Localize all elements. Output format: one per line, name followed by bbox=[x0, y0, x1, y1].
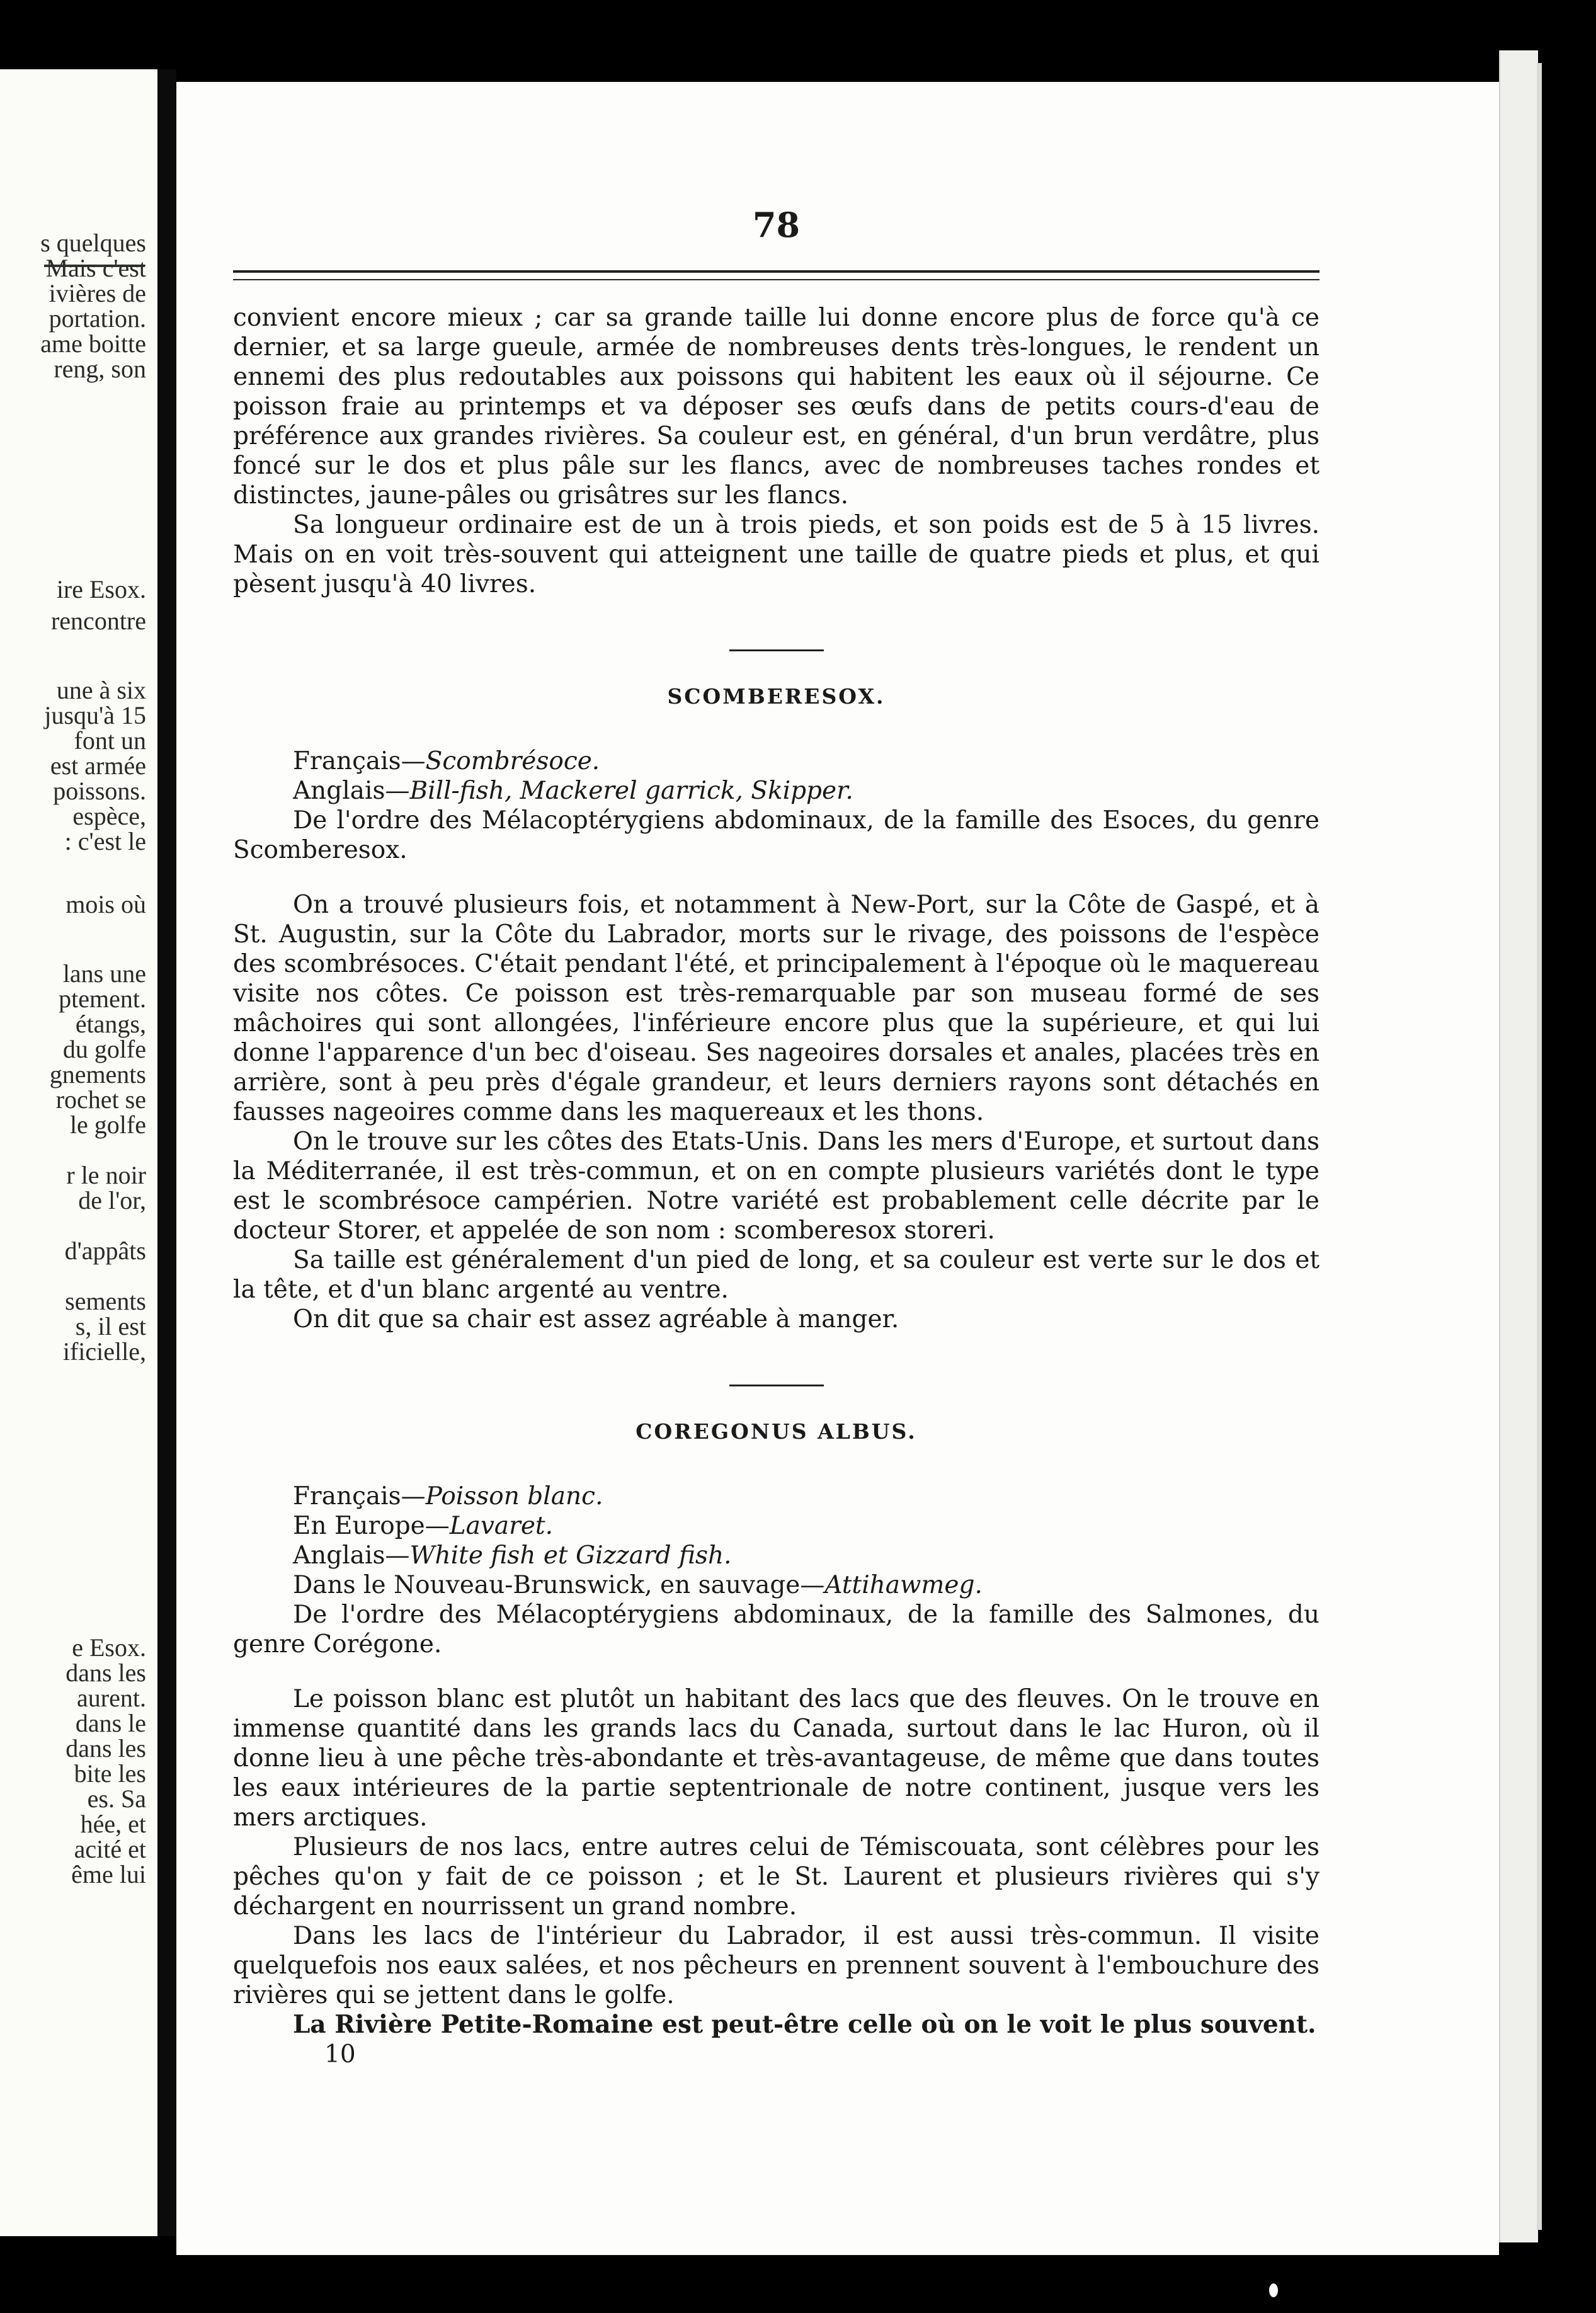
spacer bbox=[233, 865, 1320, 890]
left-page-line: dans le bbox=[75, 1709, 146, 1737]
name-label: Dans le Nouveau-Brunswick, en sauvage— bbox=[293, 1571, 825, 1599]
name-value: Poisson blanc. bbox=[425, 1482, 603, 1511]
name-line-sauvage bbox=[293, 1570, 1320, 1600]
left-page-line: aurent. bbox=[77, 1684, 146, 1712]
left-page-line: est armée bbox=[50, 751, 146, 780]
name-value: Attihawmeg. bbox=[824, 1571, 983, 1599]
section-divider bbox=[729, 649, 824, 651]
scomberesox-paragraph-1: On a trouvé plusieurs fois, et notamment à New-Port, sur la Côte de Gaspé, et à St. Augustin, sur la Côte du Labrador, morts sur le rivage, des poissons de l'espèce des scombrésoces. C'était pendant l'été, et principalement à l'époque où le maquereau visite nos côtes. Ce poisson est très-remarquable par son museau formé de ses mâchoires qui sont allongées, l'inférieure encore plus que la supérieure, et qui lui donne l'apparence d'un bec d'oiseau. Ses nageoires dorsales et anales, placées très en arrière, sont à peu près d'égale grandeur, et leurs derniers rayons sont détachés en fausses nageoires comme dans les maquereaux et les thons. bbox=[233, 891, 1320, 1126]
name-line-francais bbox=[293, 1482, 1320, 1511]
order-line: De l'ordre des Mélacoptérygiens abdominaux, de la famille des Salmones, du genre Corégone. bbox=[233, 1601, 1320, 1659]
scomberesox-paragraph-4: On dit que sa chair est assez agréable à manger. bbox=[293, 1305, 899, 1334]
left-page-line: es. Sa bbox=[87, 1785, 146, 1813]
intro-paragraph-1: convient encore mieux ; car sa grande taille lui donne encore plus de force qu'à ce dernier, et sa large gueule, armée de nombreuses dents très-longues, le rendent un ennemi des plus redoutables aux poissons qui habitent les eaux où il séjourne. Ce poisson fraie au printemps et va déposer ses œufs dans de petits cours-d'eau de préférence aux grandes rivières. Sa couleur est, en général, d'un brun verdâtre, plus foncé sur le dos et plus pâle sur les flancs, avec de nombreuses taches rondes et distinctes, jaune-pâles ou grisâtres sur les flancs. bbox=[233, 304, 1320, 510]
name-label: Anglais— bbox=[293, 777, 410, 805]
coregonus-paragraph-3: Dans les lacs de l'intérieur du Labrador, il est aussi très-commun. Il visite quelquefois nos eaux salées, et nos pêcheurs en prennent souvent à l'embouchure des rivières qui se jettent dans le golfe. bbox=[233, 1922, 1320, 2009]
left-page-line: Mais c'est bbox=[45, 254, 146, 282]
left-page-line: gnements bbox=[49, 1060, 146, 1088]
name-value: Bill-fish, Mackerel garrick, Skipper. bbox=[409, 777, 853, 805]
left-page-line: lans une bbox=[62, 959, 146, 988]
coregonus-paragraph-4: La Rivière Petite-Romaine est peut-être celle où on le voit le plus souvent. bbox=[293, 2010, 1316, 2039]
left-page-line: ême lui bbox=[71, 1860, 146, 1888]
left-page-line: reng, son bbox=[54, 355, 146, 383]
name-line-europe bbox=[293, 1511, 1320, 1541]
left-page-line: d'appâts bbox=[64, 1236, 146, 1265]
name-label: Anglais— bbox=[293, 1541, 410, 1570]
left-page-line: une à six bbox=[56, 676, 146, 704]
section-title-coregonus: COREGONUS ALBUS. bbox=[636, 1419, 917, 1444]
left-page-line: dans les bbox=[66, 1734, 146, 1762]
name-label: Français— bbox=[293, 747, 426, 775]
left-page-fragment bbox=[0, 69, 157, 2236]
name-value: Scombrésoce. bbox=[425, 747, 600, 775]
scomberesox-paragraph-2: On le trouve sur les côtes des Etats-Unis. Dans les mers d'Europe, et surtout dans la Méditerranée, il est très-commun, et on en compte plusieurs variétés dont le type est le scombrésoce campérien. Notre variété est probablement celle décrite par le docteur Storer, et appelée de son nom : scomberesox storeri. bbox=[233, 1128, 1320, 1245]
name-value: White fish et Gizzard fish. bbox=[409, 1541, 732, 1570]
main-page bbox=[176, 82, 1499, 2255]
section-divider bbox=[729, 1385, 824, 1386]
left-page-line: e Esox. bbox=[72, 1633, 146, 1662]
spacer bbox=[233, 1659, 1320, 1684]
left-page-line: ificielle, bbox=[62, 1337, 146, 1366]
left-page-line: r le noir bbox=[66, 1161, 146, 1189]
left-page-line: espèce, bbox=[72, 802, 146, 830]
left-page-line: s quelques bbox=[40, 229, 146, 257]
left-page-line: dans les bbox=[66, 1659, 146, 1687]
left-page-line: rochet se bbox=[55, 1085, 146, 1114]
scan-speck bbox=[1269, 2283, 1278, 2297]
signature-mark: 10 bbox=[324, 2040, 356, 2069]
left-page-line: le golfe bbox=[69, 1111, 146, 1139]
left-page-line: : c'est le bbox=[64, 827, 146, 855]
left-page-line: ire Esox. bbox=[56, 575, 146, 603]
left-page-line: sements bbox=[65, 1287, 146, 1315]
name-label: En Europe— bbox=[293, 1512, 450, 1540]
page-content bbox=[233, 205, 1320, 2069]
left-page-line: poissons. bbox=[53, 777, 146, 805]
header-rule bbox=[233, 270, 1320, 280]
name-line-anglais bbox=[293, 776, 1320, 806]
left-page-line: hée, et bbox=[80, 1810, 146, 1838]
left-page-line: acité et bbox=[74, 1835, 146, 1863]
left-page-line: ame boitte bbox=[40, 329, 146, 358]
left-page-line: rencontre bbox=[50, 607, 146, 635]
order-line: De l'ordre des Mélacoptérygiens abdominaux, de la famille des Esoces, du genre Scomberesox. bbox=[233, 806, 1320, 864]
left-page-line: bite les bbox=[74, 1759, 146, 1788]
scomberesox-paragraph-3: Sa taille est généralement d'un pied de long, et sa couleur est verte sur le dos et la tête, et d'un blanc argenté au ventre. bbox=[233, 1246, 1320, 1304]
left-page-line: du golfe bbox=[62, 1035, 146, 1063]
name-label: Français— bbox=[293, 1482, 426, 1511]
left-page-line: jusqu'à 15 bbox=[44, 701, 146, 729]
left-page-line: font un bbox=[74, 726, 146, 755]
left-page-line: ivières de bbox=[48, 279, 146, 307]
name-line-francais bbox=[293, 746, 1320, 776]
name-line-anglais bbox=[293, 1541, 1320, 1570]
intro-paragraph-2: Sa longueur ordinaire est de un à trois pieds, et son poids est de 5 à 15 livres. Mais on en voit très-souvent qui atteignent une taille de quatre pieds et plus, et qui pèsent jusqu'à 40 livres. bbox=[233, 511, 1320, 598]
left-page-line: portation. bbox=[48, 304, 146, 333]
page-number: 78 bbox=[752, 205, 801, 245]
name-value: Lavaret. bbox=[449, 1512, 553, 1540]
left-page-line: s, il est bbox=[75, 1312, 146, 1340]
page-edge-shadow bbox=[1537, 63, 1542, 2230]
book-gutter bbox=[157, 69, 176, 2236]
page-edge bbox=[1499, 50, 1538, 2242]
coregonus-paragraph-2: Plusieurs de nos lacs, entre autres celui de Témiscouata, sont célèbres pour les pêches qu'on y fait de ce poisson ; et le St. Laurent et plusieurs rivières qui s'y déchargent en nourrissent un grand nombre. bbox=[233, 1833, 1320, 1921]
section-title-scomberesox: SCOMBERESOX. bbox=[667, 684, 886, 709]
coregonus-paragraph-1: Le poisson blanc est plutôt un habitant des lacs que des fleuves. On le trouve en immense quantité dans les grands lacs du Canada, surtout dans le lac Huron, où il donne lieu à une pêche très-abondante et très-avantageuse, de même que dans toutes les eaux intérieures de la partie septentrionale de notre continent, jusque vers les mers arctiques. bbox=[233, 1685, 1320, 1832]
left-page-line: ptement. bbox=[59, 985, 146, 1013]
left-page-line: de l'or, bbox=[78, 1186, 146, 1214]
left-page-line: étangs, bbox=[75, 1010, 146, 1038]
left-page-line: mois où bbox=[66, 890, 146, 918]
